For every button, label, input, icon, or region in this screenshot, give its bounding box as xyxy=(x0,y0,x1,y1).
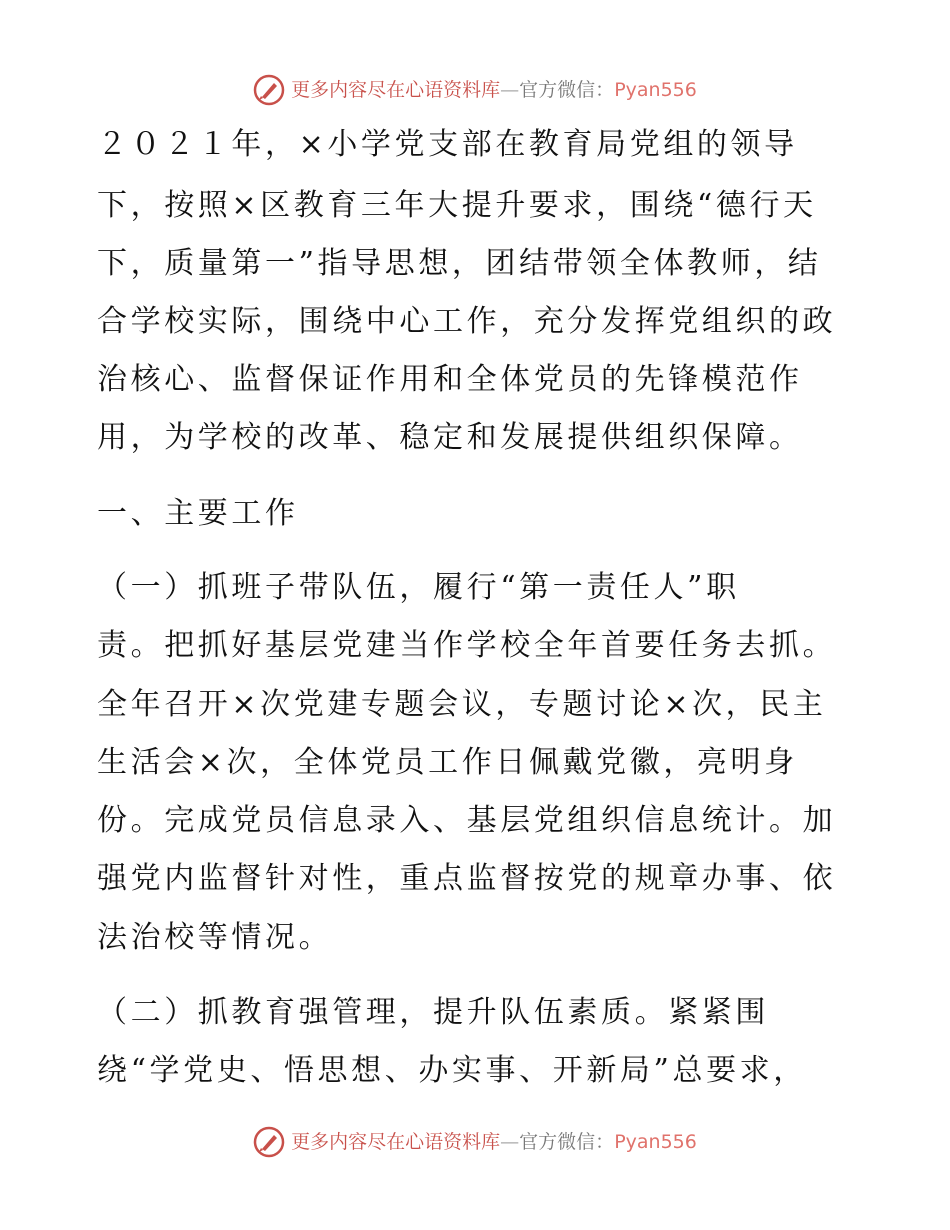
text-line: （二）抓教育强管理，提升队伍素质。紧紧围 xyxy=(97,995,769,1030)
watermark-separator: — xyxy=(500,1131,520,1153)
text-line: 全年召开×次党建专题会议，专题讨论×次，民主 xyxy=(97,687,827,722)
text-line: 绕“学党史、悟思想、办实事、开新局”总要求， xyxy=(97,1053,807,1088)
watermark-wechat-label: 官方微信： xyxy=(519,1131,615,1153)
text-line: 下，按照×区教育三年大提升要求，围绕“德行天 xyxy=(97,188,817,223)
text-line: 责。把抓好基层党建当作学校全年首要任务去抓。 xyxy=(97,628,837,663)
text-line: 份。完成党员信息录入、基层党组织信息统计。加 xyxy=(97,803,837,838)
watermark-main-text: 更多内容尽在心语资料库 xyxy=(291,79,501,101)
pen-logo-icon xyxy=(253,74,285,106)
text-line: 下，质量第一”指导思想，团结带领全体教师，结 xyxy=(97,246,822,281)
text-line: 强党内监督针对性，重点监督按党的规章办事、依 xyxy=(97,861,837,896)
text-line: 用，为学校的改革、稳定和发展提供组织保障。 xyxy=(97,420,803,455)
watermark-banner-bottom xyxy=(0,1126,950,1158)
text-line: 法治校等情况。 xyxy=(97,920,333,955)
text-line: 生活会×次，全体党员工作日佩戴党徽，亮明身 xyxy=(97,745,798,780)
watermark-separator: — xyxy=(500,79,520,101)
section-heading: 一、主要工作 xyxy=(97,496,299,531)
pen-logo-icon xyxy=(253,1126,285,1158)
watermark-wechat-id: Pyan556 xyxy=(614,1131,697,1153)
watermark-banner-top xyxy=(0,74,950,106)
text-line: （一）抓班子带队伍，履行“第一责任人”职 xyxy=(97,570,740,605)
text-line: ２０２１年，×小学党支部在教育局党组的领导 xyxy=(97,127,798,162)
text-line: 治核心、监督保证作用和全体党员的先锋模范作 xyxy=(97,362,803,397)
watermark-wechat-id: Pyan556 xyxy=(614,79,697,101)
watermark-wechat-label: 官方微信： xyxy=(519,79,615,101)
watermark-main-text: 更多内容尽在心语资料库 xyxy=(291,1131,501,1153)
text-line: 合学校实际，围绕中心工作，充分发挥党组织的政 xyxy=(97,304,837,339)
